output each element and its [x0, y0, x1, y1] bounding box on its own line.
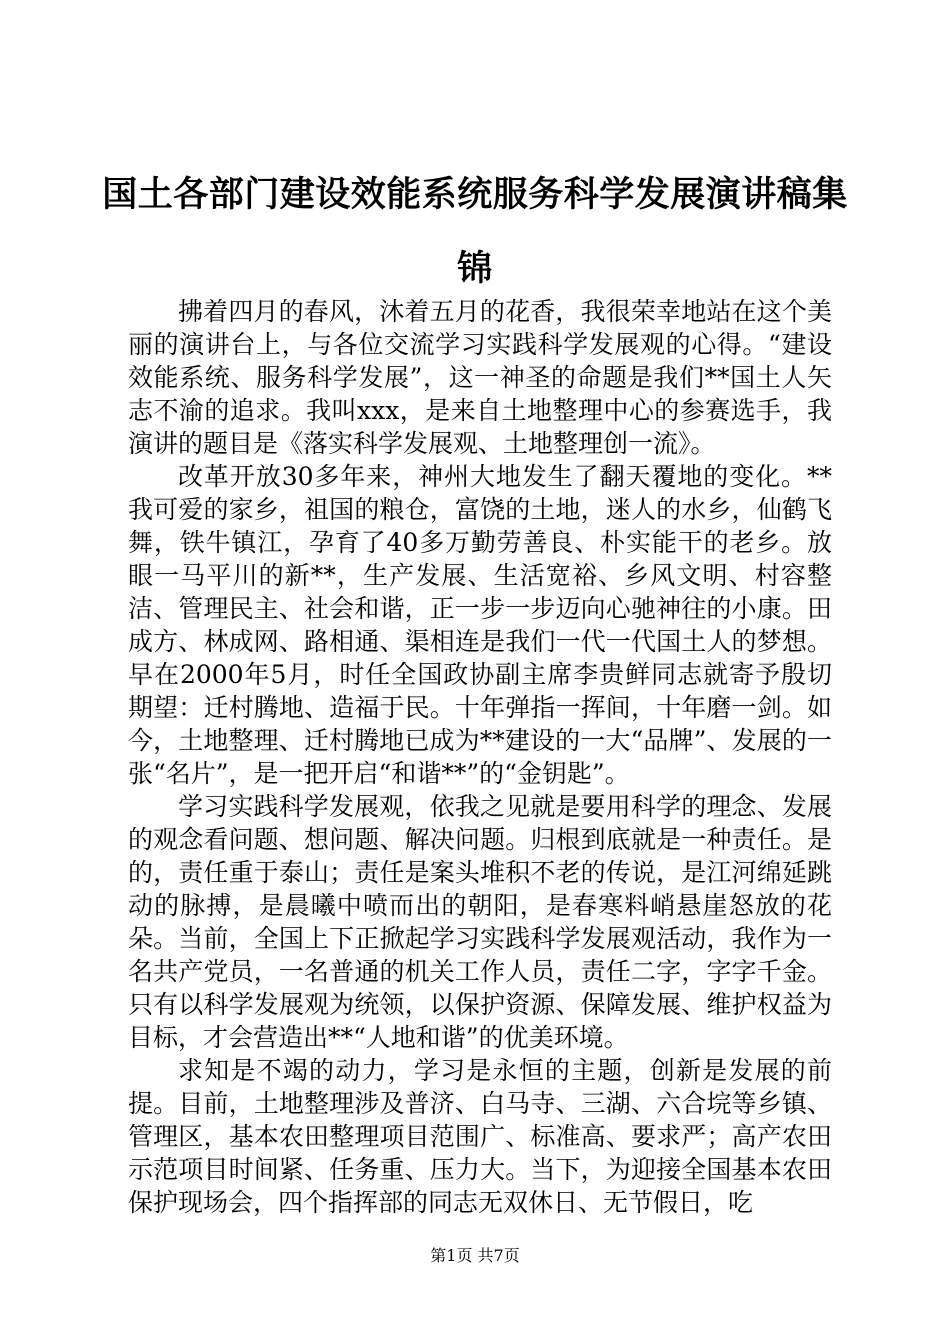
paragraph: 改革开放30多年来，神州大地发生了翻天覆地的变化。**我可爱的家乡，祖国的粮仓，富饶的土地，迷人的水乡，仙鹤飞舞，铁牛镇江，孕育了40多万勤劳善良、朴实能干的老乡。放眼一马平川的新**，生产发展、生活宽裕、乡风文明、村容整洁、管理民主、社会和谐，正一步一步迈向心驰神往的小康。田成方、林成网、路相通、渠相连是我们一代一代国土人的梦想。早在2000年5月，时任全国政协副主席李贵鲜同志就寄予殷切期望：迁村腾地、造福于民。十年弹指一挥间，十年磨一剑。如今，土地整理、迁村腾地已成为**建设的一大“品牌”、发展的一张“名片”，是一把开启“和谐**”的“金钥匙”。 [128, 462, 832, 788]
paragraph: 拂着四月的春风，沐着五月的花香，我很荣幸地站在这个美丽的演讲台上，与各位交流学习实践科学发展观的心得。“建设效能系统、服务科学发展”，这一神圣的命题是我们**国土人矢志不渝的追求。我叫xxx，是来自土地整理中心的参赛选手，我演讲的题目是《落实科学发展观、土地整理创一流》。 [128, 297, 832, 458]
document-title: 国土各部门建设效能系统服务科学发展演讲稿集锦 [102, 174, 848, 289]
document-body [128, 295, 832, 1219]
paragraph: 求知是不竭的动力，学习是永恒的主题，创新是发展的前提。目前，土地整理涉及普济、白马寺、三湖、六合垸等乡镇、管理区，基本农田整理项目范围广、标准高、要求严；高产农田示范项目时间紧、任务重、压力大。当下，为迎接全国基本农田保护现场会，四个指挥部的同志无双休日、无节假日，吃 [128, 1056, 832, 1217]
paragraph: 学习实践科学发展观，依我之见就是要用科学的理念、发展的观念看问题、想问题、解决问题。归根到底就是一种责任。是的，责任重于泰山；责任是案头堆积不老的传说，是江河绵延跳动的脉搏，是晨曦中喷而出的朝阳，是春寒料峭悬崖怒放的花朵。当前，全国上下正掀起学习实践科学发展观活动，我作为一名共产党员，一名普通的机关工作人员，责任二字，字字千金。只有以科学发展观为统领，以保护资源、保障发展、维护权益为目标，才会营造出**“人地和谐”的优美环境。 [128, 792, 832, 1052]
page-footer: 第1页 共7页 [430, 1246, 520, 1265]
